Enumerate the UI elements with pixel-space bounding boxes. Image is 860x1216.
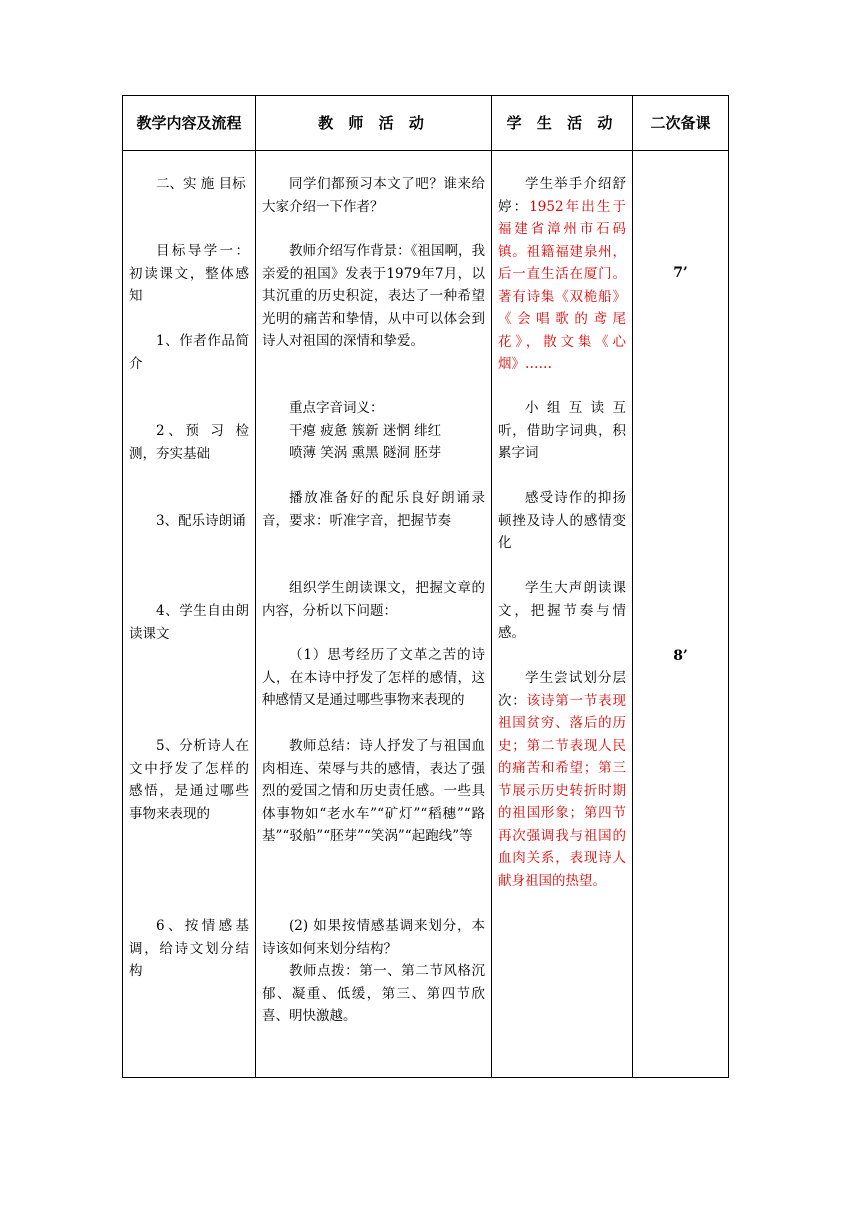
student-group-read: 小 组 互 读 互听，借助字词典，积累字词 (498, 400, 626, 461)
content-step: 1、作者作品简介 (129, 333, 249, 372)
header-student (492, 96, 633, 151)
teacher-vocab-line: 干瘪 疲惫 簇新 迷惘 绯红 (289, 423, 442, 439)
teacher-background: 教师介绍写作背景：《祖国啊，我亲爱的祖国》发表于1979年7月，以其沉重的历史积淀，表达了一种希望光明的痛苦和挚情，从中可以体会到诗人对祖国的深情和挚爱。 (262, 243, 485, 349)
content-step: 2、预 习 检测，夯实基础 (129, 423, 249, 462)
content-step: 6、按情感基调，给诗文划分结构 (129, 918, 249, 979)
teacher-intro-question: 同学们都预习本文了吧？谁来给大家介绍一下作者？ (262, 176, 485, 215)
content-step: 目标导学一：初读课文，整体感知 (129, 243, 249, 304)
teacher-recording: 播放准备好的配乐良好朗诵录音，要求：听准字音，把握节奏 (262, 490, 485, 529)
header-teacher-label: 教 师 活 动 (318, 114, 429, 132)
student-intro-prefix: 学生举手介绍舒婷： (498, 176, 626, 215)
student-intro-answer: 1952年出生于福建省漳州市石码镇。祖籍福建泉州，后一直生活在厦门。著有诗集《双桅船》《会唱歌的鸢尾花》，散文集《心烟》…… (498, 198, 627, 372)
teacher-vocab-line: 喷薄 笑涡 熏黑 隧洞 胚芽 (289, 445, 442, 461)
teacher-organize: 组织学生朗读课文，把握文章的内容，分析以下问题： (262, 580, 485, 619)
header-teacher (256, 96, 492, 151)
student-feel: 感受诗作的抑扬顿挫及诗人的感情变化 (498, 490, 626, 551)
header-backup-label: 二次备课 (650, 114, 711, 132)
header-content (123, 96, 256, 151)
teacher-column (256, 151, 492, 1078)
student-layers-answer: 该诗第一节表现祖国贫穷、落后的历史；第二节表现人民的痛苦和希望；第三节展示历史转折时期的祖国形象；第四节再次强调我与祖国的血肉关系，表现诗人献身祖国的热望。 (498, 692, 626, 889)
teacher-question2: (2) 如果按情感基调来划分，本诗该如何来划分结构？ (262, 918, 485, 957)
teacher-guide: 教师点拨：第一、第二节风格沉郁、凝重、低缓，第三、第四节欣喜、明快激越。 (262, 963, 485, 1024)
header-row (123, 96, 729, 151)
content-step: 4、学生自由朗读课文 (129, 603, 249, 642)
header-content-label: 教学内容及流程 (136, 114, 242, 132)
teacher-question1: （1）思考经历了文革之苦的诗人，在本诗中抒发了怎样的感情，这种感情又是通过哪些事物来表现的 (262, 647, 485, 708)
content-step: 3、配乐诗朗诵 (156, 513, 246, 529)
student-read-aloud: 学生大声朗读课文，把握节奏与情感。 (498, 580, 626, 641)
backup-column (633, 151, 729, 1078)
student-intro (498, 173, 626, 376)
header-student-label: 学 生 活 动 (506, 114, 618, 132)
student-layers-prefix: 学生尝试划分层次： (498, 670, 626, 709)
content-step: 二、实 施 目标 (156, 176, 246, 192)
teacher-summary: 教师总结：诗人抒发了与祖国血肉相连、荣辱与共的感情，表达了强烈的爱国之情和历史责任感。一些具体事物如“老水车”“矿灯”“稻穗”“路基”“驳船”“胚芽”“笑涡”“起跑线”等 (262, 738, 485, 844)
lesson-plan-table (122, 95, 729, 1078)
header-backup (633, 96, 729, 151)
student-column (492, 151, 633, 1078)
content-step: 5、分析诗人在文中抒发了怎样的感悟，是通过哪些事物来表现的 (129, 738, 249, 822)
teacher-vocab-title: 重点字音词义： (289, 400, 384, 416)
backup-time: 7’ (673, 265, 688, 281)
body-row (123, 151, 729, 1078)
student-layers (498, 667, 626, 892)
backup-time: 8’ (673, 648, 688, 664)
content-column (123, 151, 256, 1078)
